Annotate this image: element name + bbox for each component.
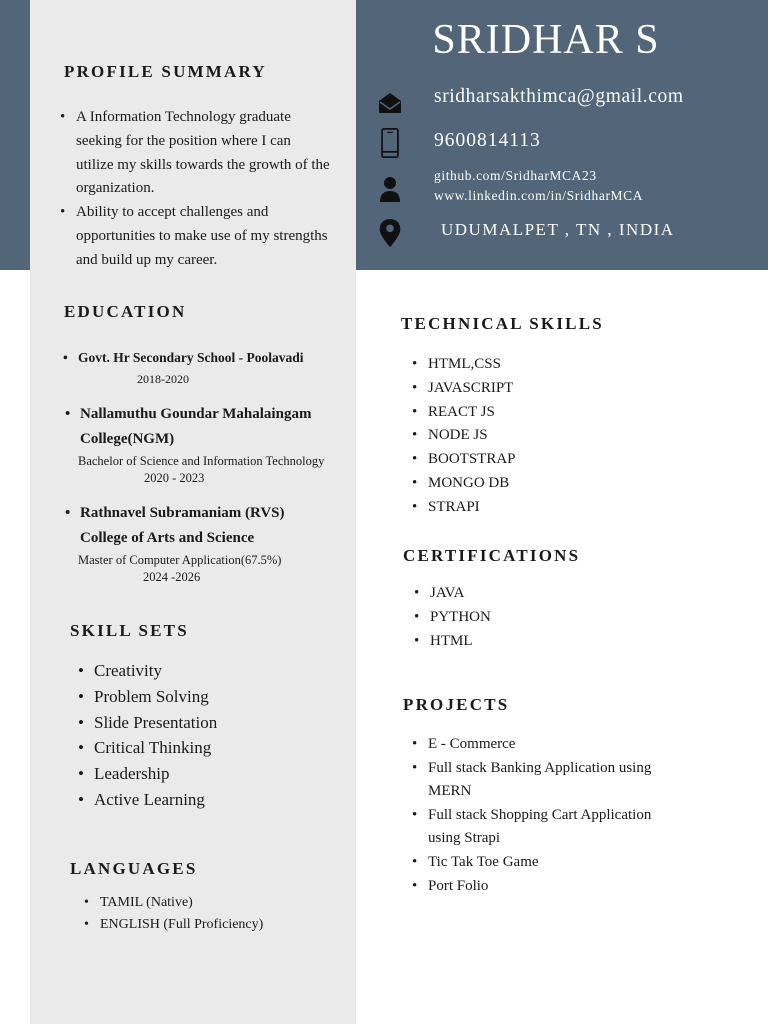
list-item: • A Information Technology graduate seeking for the position where I can utilize my skills towards the growth of the organization. (60, 106, 332, 201)
bullet: • (63, 350, 68, 365)
phone-icon (378, 128, 402, 158)
certifications-list (414, 582, 491, 653)
school-name: Govt. Hr Secondary School - Poolavadi (78, 350, 304, 365)
list-item: • Problem Solving (78, 684, 217, 710)
list-item: • NODE JS (412, 424, 516, 448)
list-item: • Full stack Shopping Cart Application using Strapi (412, 804, 672, 851)
location-pin-icon (378, 218, 402, 248)
education-years: 2024 -2026 (143, 570, 201, 584)
bullet: • (65, 406, 71, 422)
envelope-icon (378, 88, 402, 118)
github-text: github.com/SridharMCA23 (434, 168, 597, 183)
languages-heading: LANGUAGES (70, 859, 198, 878)
education-heading: EDUCATION (64, 302, 187, 321)
phone-text: 9600814113 (434, 130, 541, 151)
list-item: • JAVASCRIPT (412, 377, 516, 401)
linkedin-text: www.linkedin.com/in/SridharMCA (434, 188, 644, 203)
list-item: • Ability to accept challenges and opportunities to make use of my strengths and build up my career. (60, 201, 332, 272)
person-icon (378, 175, 402, 205)
skill-sets-list (78, 658, 217, 813)
education-item (63, 348, 304, 386)
projects-list (412, 733, 672, 898)
list-item: • MONGO DB (412, 472, 516, 496)
list-item: • TAMIL (Native) (84, 892, 263, 914)
education-item (65, 402, 345, 486)
list-item: • ENGLISH (Full Proficiency) (84, 914, 263, 936)
list-item: • REACT JS (412, 401, 516, 425)
list-item: • Leadership (78, 761, 217, 787)
school-name: Rathnavel Subramaniam (RVS) College of Arts and Science (80, 505, 285, 546)
certifications-heading: CERTIFICATIONS (403, 546, 581, 565)
education-years: 2020 - 2023 (144, 471, 205, 485)
list-item: • HTML,CSS (412, 353, 516, 377)
skill-sets-heading: SKILL SETS (70, 621, 189, 640)
profile-summary-heading: PROFILE SUMMARY (64, 62, 267, 81)
list-item: • Tic Tak Toe Game (412, 851, 672, 875)
list-item: • Active Learning (78, 787, 217, 813)
technical-skills-list (412, 353, 516, 520)
list-item: • Full stack Banking Application using MERN (412, 757, 672, 804)
school-name: Nallamuthu Goundar Mahalaingam College(NGM) (80, 406, 312, 447)
education-years: 2018-2020 (137, 372, 189, 386)
profile-summary-list (60, 106, 332, 273)
bullet: • (65, 505, 71, 521)
list-item: • E - Commerce (412, 733, 672, 757)
list-item: • Port Folio (412, 875, 672, 899)
list-item: • PYTHON (414, 606, 491, 630)
list-item: • STRAPI (412, 496, 516, 520)
projects-heading: PROJECTS (403, 695, 510, 714)
list-item: • Creativity (78, 658, 217, 684)
technical-skills-heading: TECHNICAL SKILLS (401, 314, 604, 333)
location-text: UDUMALPET , TN , INDIA (441, 220, 675, 239)
list-item: • Slide Presentation (78, 710, 217, 736)
email-text: sridharsakthimca@gmail.com (434, 86, 684, 107)
degree-name: Master of Computer Application(67.5%) (78, 553, 282, 567)
list-item: • BOOTSTRAP (412, 448, 516, 472)
list-item: • Critical Thinking (78, 735, 217, 761)
education-item (65, 501, 325, 585)
list-item: • JAVA (414, 582, 491, 606)
languages-list (84, 892, 263, 935)
candidate-name: SRIDHAR S (432, 17, 660, 63)
list-item: • HTML (414, 630, 491, 654)
degree-name: Bachelor of Science and Information Technology (78, 454, 325, 468)
